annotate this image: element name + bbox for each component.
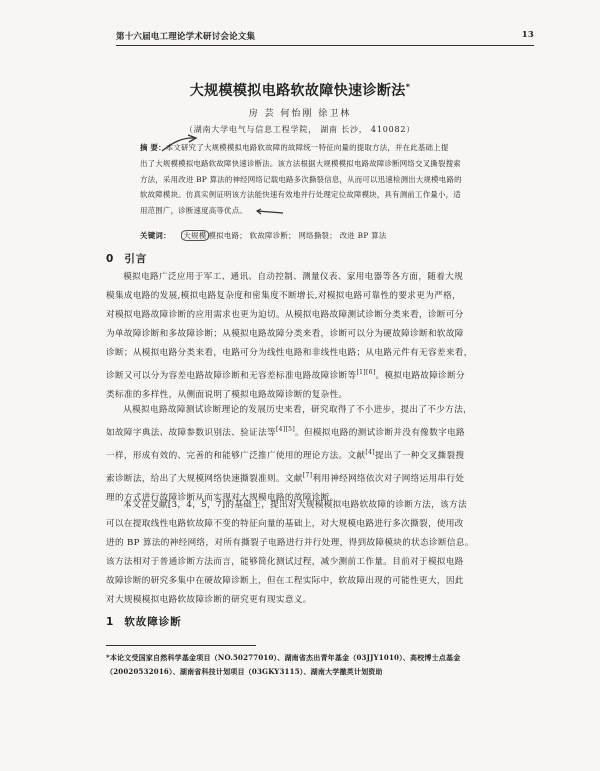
text-line (106, 466, 506, 489)
text-line: 该方法相对于普通诊断方法而言，能够简化测试过程，减少测前工作量。目前对于模拟电路 (106, 557, 464, 567)
paragraph-3 (106, 496, 506, 610)
text-segment: 。模拟电路故障诊断分 (375, 370, 465, 381)
abstract-line-3: 方法，采用改进 BP 算法的神经网络记载电路多次撕裂信息，从而可以迅速检测出大规模电路的 (140, 174, 462, 184)
citation: [7] (302, 471, 313, 479)
running-head (116, 30, 534, 46)
abstract (140, 140, 480, 219)
keyword-5: 改进 BP 算法 (339, 231, 387, 240)
text-line: 诊断；从模拟电路分类来看，电路可分为线性电路和非线性电路；从电路元件有无容差来看， (106, 348, 473, 358)
affiliation: （湖南大学电气与信息工程学院， 湖南 长沙， 410082） (184, 125, 416, 134)
authors: 房 芸 何怡刚 徐卫林 (248, 109, 352, 119)
keyword-1: 大规模 (183, 231, 207, 240)
text-segment: 利用神经网络依次对子网络运用串行处 (312, 473, 465, 484)
text-line: 理的方式进行故障诊断从而实现对大规模电路的故障诊断。 (106, 492, 339, 503)
text-segment: 如故障字典法、故障参数识别法、验证法等 (106, 427, 276, 438)
section-title: 引言 (124, 253, 148, 265)
text-line (106, 443, 506, 466)
text-line: 类标准的多样性，从侧面说明了模拟电路故障诊断的复杂性。 (106, 389, 348, 400)
text-line: 可以在提取线性电路软故障不变的特征向量的基础上，对大规模电路进行多次撕裂，使用改 (106, 519, 464, 529)
text-segment: 一样，形成有效的、完善的和能够广泛推广使用的理论方法。文献 (106, 450, 366, 461)
footnote-divider (106, 645, 256, 646)
text-line: 进的 BP 算法的神经网络，对所有撕裂子电路进行并行处理，得到故障模块的状态诊断信息。 (106, 538, 474, 548)
proceedings-title: 第十六届电工理论学术研讨会论文集 (116, 32, 256, 42)
text-segment: 。但模拟电路的测试诊断并没有像数字电路 (295, 427, 465, 438)
citation: [4][5] (275, 426, 296, 433)
text-line: 本文在文献[3，4，5，7]的基础上，提出对大规模模拟电路软故障的诊断方法，该方法 (123, 500, 467, 510)
paragraph-1 (106, 268, 506, 405)
handwritten-underline-mark (255, 207, 285, 217)
text-line: 对大规模模拟电路软故障诊断的研究更有现实意义。 (106, 595, 312, 605)
abstract-text-1: 本文研究了大规模模拟电路软故障的故障统一特征向量的提取方法，并在此基础上提 (165, 143, 449, 152)
keyword-2: 模拟电路； (208, 231, 247, 240)
text-segment: 诊断又可以分为容差电路故障诊断和无容差标准电路故障诊断等 (106, 370, 357, 381)
abstract-line-2: 出了大规模模拟电路软故障快速诊断法。该方法根据大规模模拟电路故障诊断网络交叉撕裂搜索 (140, 158, 461, 168)
citation: [1][6] (356, 369, 376, 376)
paper-title (0, 80, 600, 100)
section-title: 软故障诊断 (124, 616, 182, 628)
page-number: 13 (521, 30, 534, 40)
keywords-label: 关键词： (140, 231, 171, 240)
text-line: 模集成电路的发展,模拟电路复杂度和密集度不断增长,对模拟电路可靠性的要求更为严格， (106, 291, 461, 301)
keywords (140, 230, 480, 241)
footnote (106, 651, 506, 679)
text-line: 为单故障诊断和多故障诊断；从模拟电路故障分类来看，诊断可以分为硬故障诊断和软故障 (106, 329, 464, 339)
citation: [4] (365, 448, 375, 456)
keyword-3: 软故障诊断； (249, 231, 296, 240)
abstract-line-1 (140, 140, 480, 156)
section-number: 0 (106, 253, 115, 265)
title-footnote-mark: * (405, 82, 411, 92)
section-number: 1 (106, 616, 115, 628)
text-line: 对模拟电路故障诊断的应用需求也更为迫切。从模拟电路故障测试诊断分类来看，诊断可分 (106, 310, 464, 320)
text-segment: 提出了一种交叉撕裂搜 (374, 450, 465, 461)
text-line (106, 420, 506, 443)
paper-title-text: 大规模模拟电路软故障快速诊断法 (189, 83, 406, 99)
section-heading-intro (106, 251, 147, 266)
keyword-4: 网络撕裂； (298, 231, 337, 240)
abstract-line-4: 软故障模块。仿真实例证明该方法能快速有效地并行处理定位故障模块，具有测前工作量小，适 (140, 190, 461, 200)
abstract-line-5: 用范围广，诊断速度高等优点。 (140, 206, 247, 216)
text-line: 从模拟电路故障测试诊断理论的发展历史来看，研究取得了不小进步，提出了不少方法， (123, 405, 472, 415)
abstract-label: 摘 要： (140, 143, 166, 152)
text-line: 模拟电路广泛应用于军工、通讯、自动控制、测量仪表、家用电器等各方面，随着大规 (123, 272, 464, 282)
paragraph-2 (106, 401, 506, 508)
section-heading-soft-fault (106, 614, 182, 629)
footnote-line-2: （20020532016）、湖南省科技计划项目（03GKY3115）、湖南大学撤英计划资助 (106, 667, 383, 676)
text-line (106, 363, 506, 386)
text-line: 故障诊断的研究多集中在硬故障诊断上，但在工程实际中，软故障出现的可能性更大，因此 (106, 576, 464, 586)
text-segment: 索诊断法，给出了大规模网络快速撕裂准则。文献 (106, 473, 303, 484)
footnote-line-1: *本论文受国家自然科学基金项目（NO.50277010）、湖南省杰出青年基金（03JJY1010）、高校博士点基金 (106, 653, 461, 662)
